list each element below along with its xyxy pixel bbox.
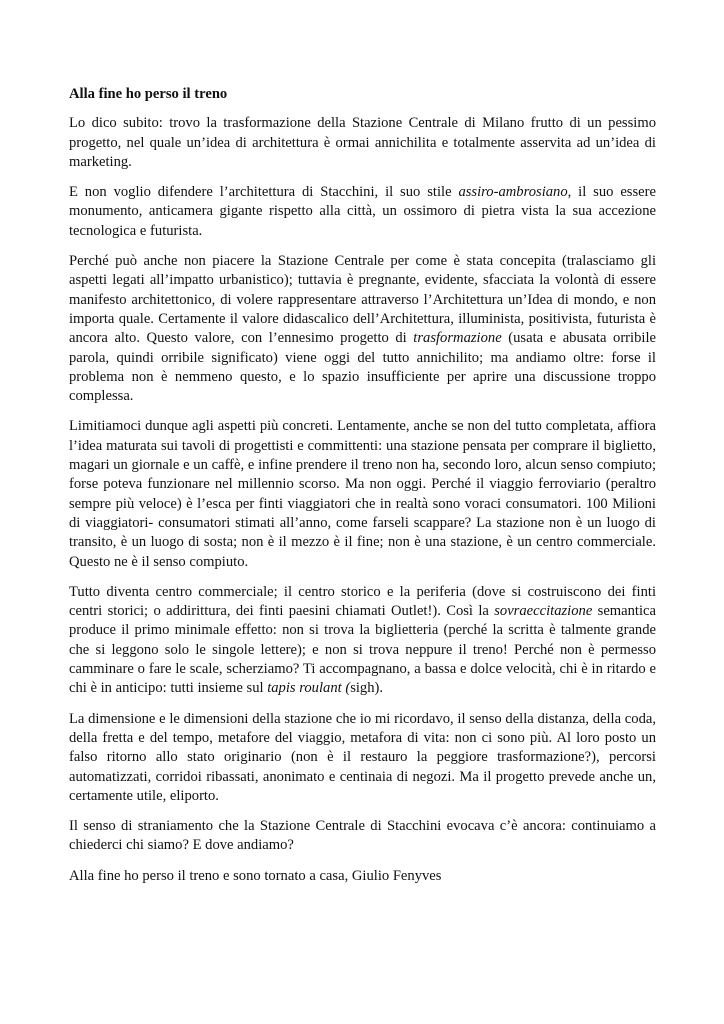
text-fragment: sigh). — [350, 680, 384, 697]
body-paragraph — [69, 417, 656, 571]
text-fragment: E non voglio difendere l’architettura di Stacchini, il suo stile — [69, 184, 459, 201]
body-paragraph — [69, 817, 656, 856]
body-paragraph — [69, 252, 656, 406]
body-paragraph — [69, 114, 656, 172]
document-body — [69, 114, 656, 855]
text-fragment: semantica produce il primo minimale effetto: non si trova la biglietteria (perché la scritta è talmente grande che si leggono solo le singole lettere); e non si trova neppure il treno! Perché non è permesso camminare o fare le scale, scherziamo? Ti accompagnano, a bassa e dolce velocità, chi è in ritardo e chi è in anticipo: tutti insieme sul — [69, 603, 656, 697]
text-fragment: , il suo essere monumento, anticamera gigante rispetto alla città, un ossimoro di pietra vista la sua accezione tecnologica e futurista. — [69, 184, 656, 239]
italic-fragment: trasformazione — [413, 330, 502, 347]
body-paragraph — [69, 710, 656, 806]
text-fragment: (usata e abusata orribile parola, quindi orribile significato) viene oggi del tutto annichilito; ma andiamo oltre: forse il problema non è nemmeno questo, e lo spazio insufficiente per aprire una discussione troppo complessa. — [69, 330, 656, 405]
body-paragraph — [69, 583, 656, 699]
closing-signature: Alla fine ho perso il treno e sono tornato a casa, Giulio Fenyves — [69, 867, 442, 884]
text-fragment: Tutto diventa centro commerciale; il centro storico e la periferia (dove si costruiscono dei finti centri storici; o addirittura, dei finti paesini chiamati Outlet!). Così la — [69, 583, 656, 620]
text-fragment: La dimensione e le dimensioni della stazione che io mi ricordavo, il senso della distanza, della coda, della fretta e del tempo, metafore del viaggio, metafora di vita: non ci sono più. Al loro posto un falso ritorno allo stato originario (non è il restauro la peggiore trasformazione?), percorsi automatizzati, corridoi ribassati, anonimato e centinaia di negozi. Ma il progetto prevede anche un, certamente utile, eliporto. — [69, 710, 656, 804]
body-paragraph — [69, 183, 656, 241]
italic-fragment: assiro-ambrosiano — [458, 184, 568, 201]
text-fragment: Il senso di straniamento che la Stazione Centrale di Stacchini evocava c’è ancora: continuiamo a chiederci chi siamo? E dove andiamo? — [69, 818, 656, 854]
document-title: Alla fine ho perso il treno — [69, 86, 228, 102]
document-page — [69, 85, 656, 897]
italic-fragment: tapis roulant ( — [267, 680, 351, 697]
text-fragment: Perché può anche non piacere la Stazione Centrale per come è stata concepita (tralasciamo gli aspetti legati all’impatto urbanistico); tuttavia è pregnante, evidente, sfacciata la volontà di essere manifesto architettonico, di volere rappresentare attraverso l’Architettura un’Idea di mondo, e non importa quale. Certamente il valore didascalico dell’Architettura, illuminista, positivista, futurista è ancora alto. Questo valore, con l’ennesimo progetto di — [69, 253, 656, 347]
italic-fragment: sovraeccitazione — [494, 603, 593, 620]
text-fragment: Limitiamoci dunque agli aspetti più concreti. Lentamente, anche se non del tutto completata, affiora l’idea maturata sui tavoli di progettisti e committenti: una stazione pensata per comprare il biglietto, magari un giornale e un caffè, e infine prendere il treno non ha, secondo loro, alcun senso compiuto; forse poteva funzionare nel millennio scorso. Ma non oggi. Perché il viaggio ferroviario (peraltro sempre più veloce) è l’esca per finti viaggiatori che in realtà sono voraci consumatori. 100 Milioni di viaggiatori- consumatori stimati all’anno, come farseli scappare? La stazione non è un luogo di transito, è un luogo di sosta; non è il mezzo è il fine; non è una stazione, è un centro commerciale. Questo ne è il senso compiuto. — [69, 418, 656, 570]
text-fragment: Lo dico subito: trovo la trasformazione della Stazione Centrale di Milano frutto di un pessimo progetto, nel quale un’idea di architettura è ormai annichilita e totalmente asservita ad un’idea di marketing. — [69, 115, 656, 170]
